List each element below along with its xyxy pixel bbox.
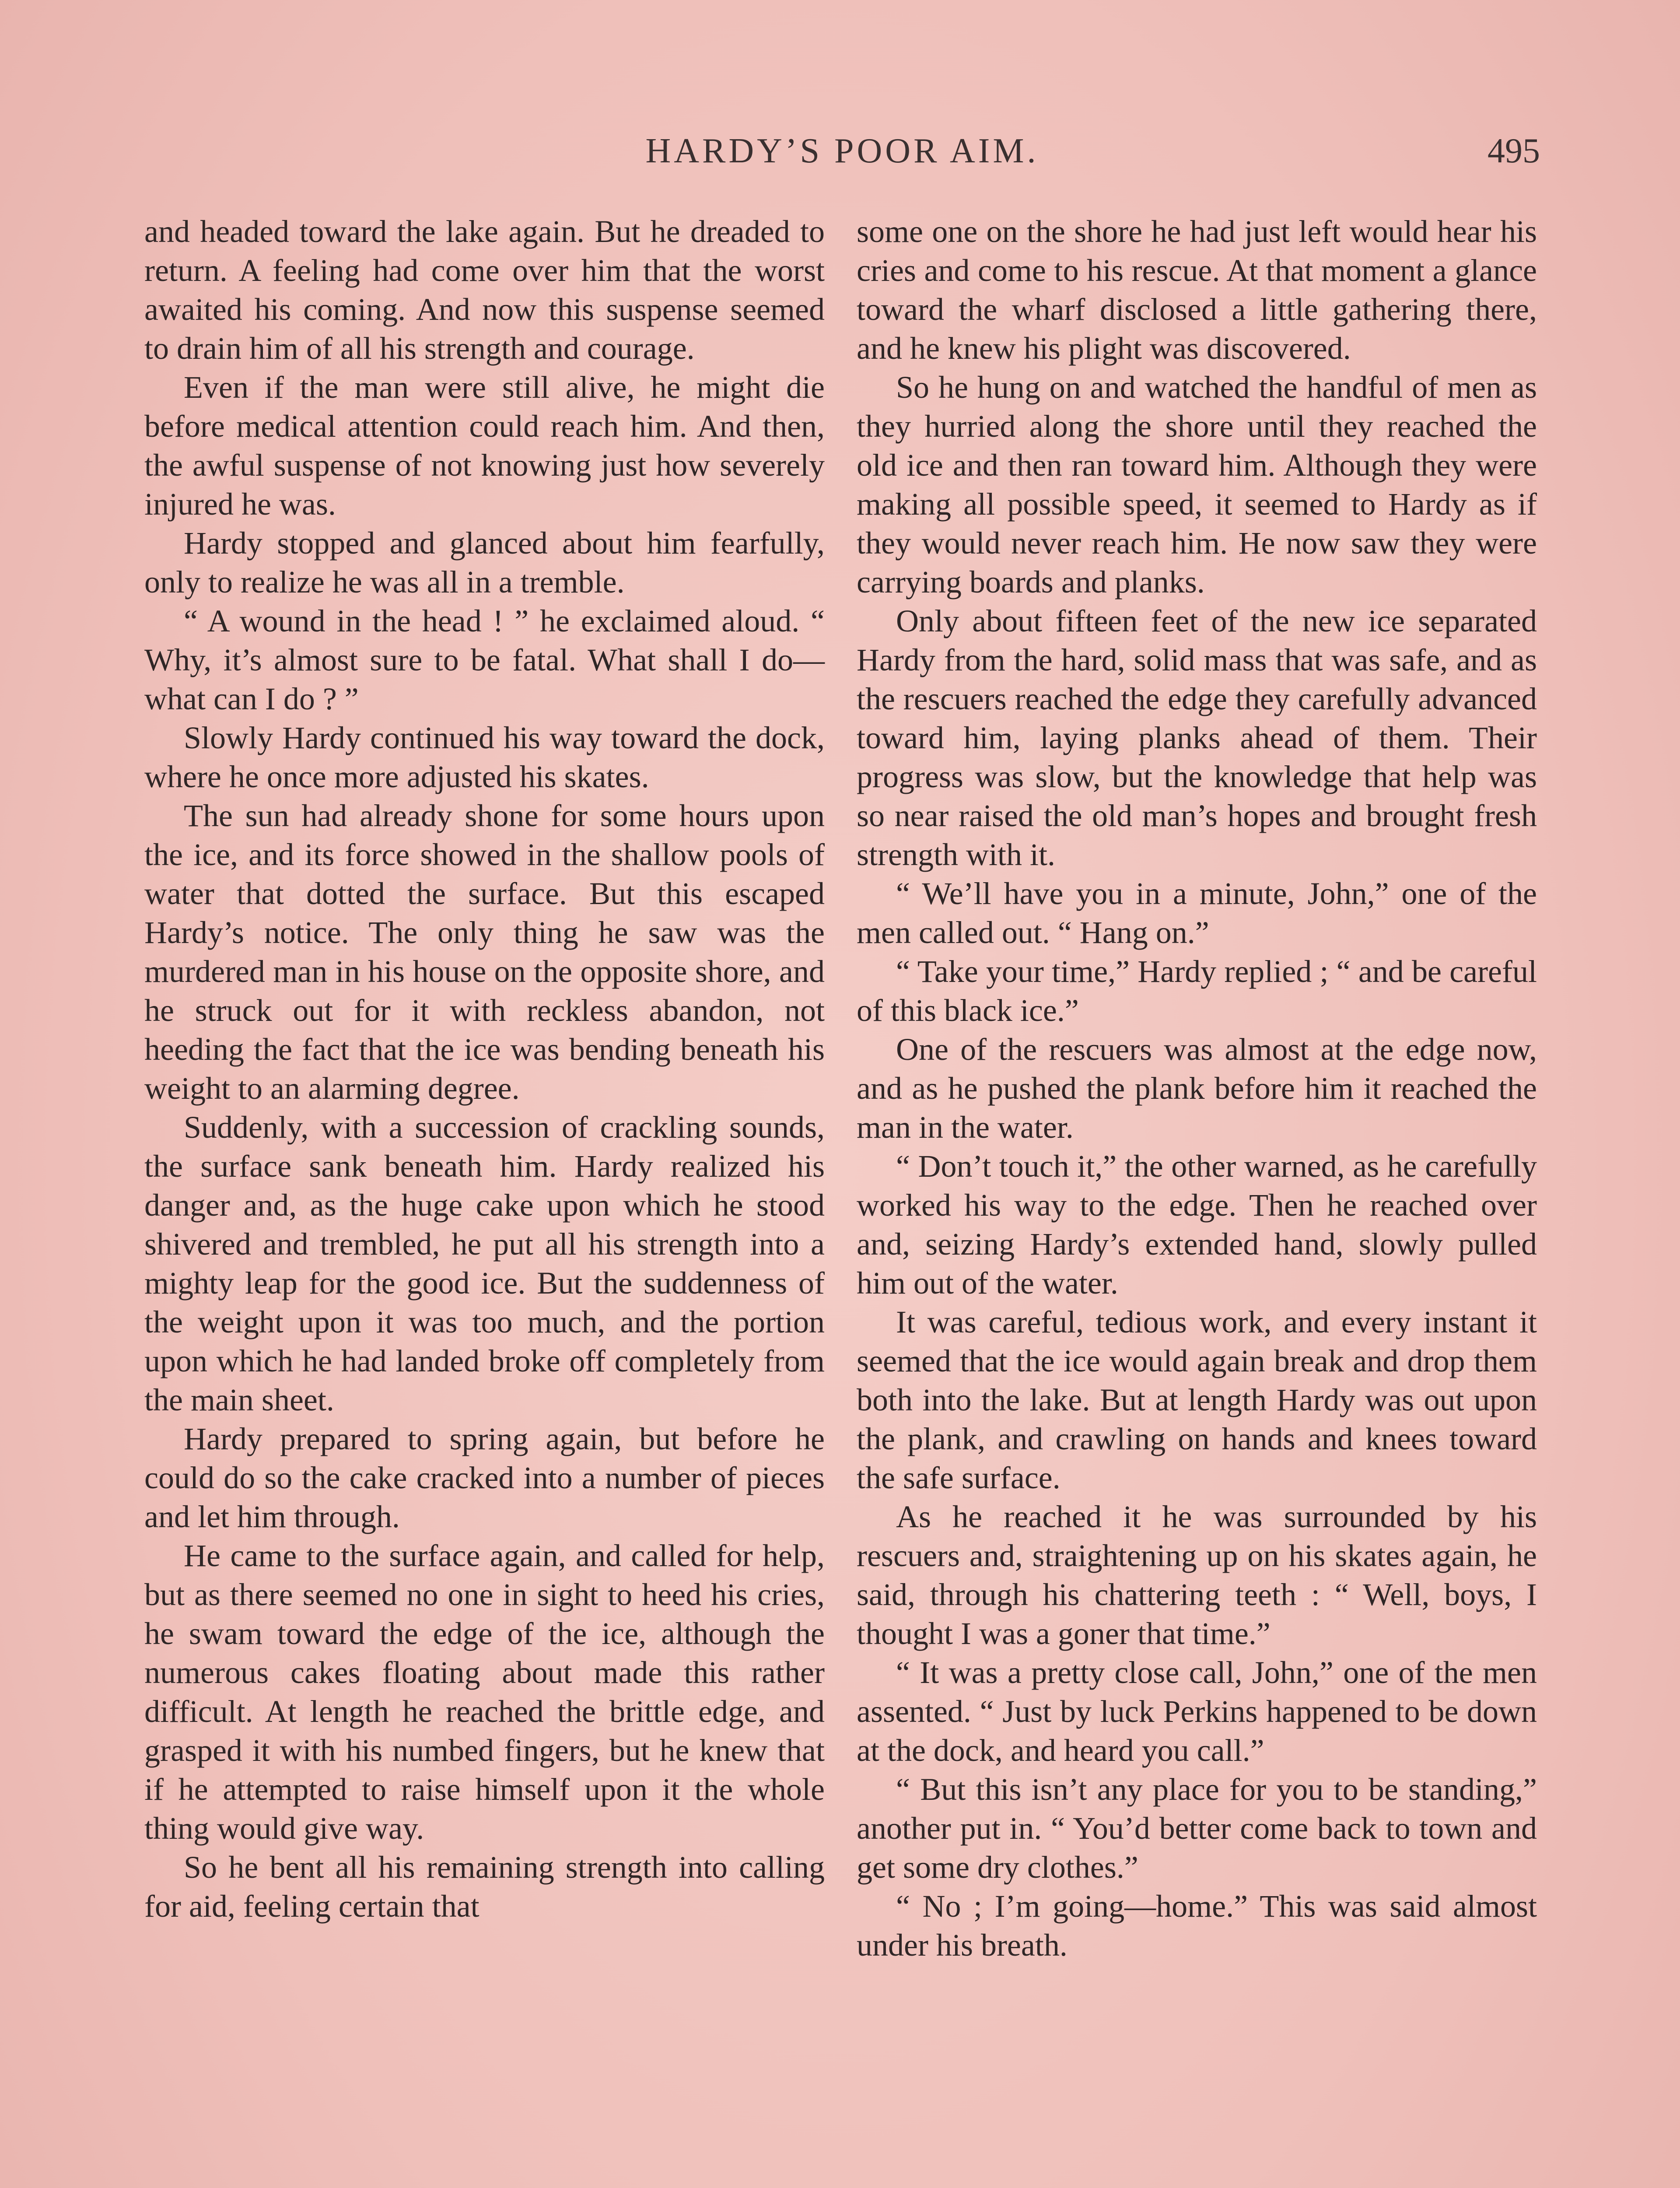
paragraph: “ No ; I’m going—home.” This was said almost under his breath. xyxy=(857,1889,1537,1963)
paragraph: He came to the surface again, and called for help, but as there seemed no one in sight to heed his cries, he swam toward the edge of the ice, although the numerous cakes floating about made this rather difficult. At length he reached the brittle edge, and grasped it with his numbed fingers, but he knew that if he attempted to raise himself upon it the whole thing would give way. xyxy=(144,1538,825,1846)
paragraph: As he reached it he was surrounded by his rescuers and, straightening up on his skates again, he said, through his chattering teeth : “ Well, boys, I thought I was a goner that time.” xyxy=(857,1499,1537,1651)
paragraph: Suddenly, with a succession of crackling sounds, the surface sank beneath him. Hardy realized his danger and, as the huge cake upon which he stood shivered and trembled, he put all his strength into a mighty leap for the good ice. But the suddenness of the weight upon it was too much, and the portion upon which he had landed broke off completely from the main sheet. xyxy=(144,1110,825,1417)
paragraph: some one on the shore he had just left would hear his cries and come to his rescue. At that moment a glance toward the wharf disclosed a little gathering there, and he knew his plight was discovered. xyxy=(857,214,1537,366)
paragraph: So he hung on and watched the handful of men as they hurried along the shore until they reached the old ice and then ran toward him. Although they were making all possible speed, it seemed to Hardy as if they would never reach him. He now saw they were carrying boards and planks. xyxy=(857,370,1537,600)
right-column xyxy=(857,212,1537,1965)
paragraph: “ We’ll have you in a minute, John,” one of the men called out. “ Hang on.” xyxy=(857,876,1537,950)
paragraph: Slowly Hardy continued his way toward the dock, where he once more adjusted his skates. xyxy=(144,720,825,794)
running-header xyxy=(144,131,1540,179)
paragraph: “ But this isn’t any place for you to be standing,” another put in. “ You’d better come back to town and get some dry clothes.” xyxy=(857,1772,1537,1885)
paragraph: Only about fifteen feet of the new ice separated Hardy from the hard, solid mass that was safe, and as the rescuers reached the edge they carefully advanced toward him, laying planks ahead of them. Their progress was slow, but the knowledge that help was so near raised the old man’s hopes and brought fresh strength with it. xyxy=(857,603,1537,872)
paragraph: Hardy prepared to spring again, but before he could do so the cake cracked into a number of pieces and let him through. xyxy=(144,1421,825,1534)
paragraph: The sun had already shone for some hours upon the ice, and its force showed in the shallow pools of water that dotted the surface. But this escaped Hardy’s notice. The only thing he saw was the murdered man in his house on the opposite shore, and he struck out for it with reckless abandon, not heeding the fact that the ice was bending beneath his weight to an alarming degree. xyxy=(144,798,825,1106)
paragraph: “ Don’t touch it,” the other warned, as he carefully worked his way to the edge. Then he reached over and, seizing Hardy’s extended hand, slowly pulled him out of the water. xyxy=(857,1149,1537,1301)
paragraph: It was careful, tedious work, and every instant it seemed that the ice would again break and drop them both into the lake. But at length Hardy was out upon the plank, and crawling on hands and knees toward the safe surface. xyxy=(857,1304,1537,1495)
paragraph: and headed toward the lake again. But he dreaded to return. A feeling had come over him that the worst awaited his coming. And now this suspense seemed to drain him of all his strength and courage. xyxy=(144,214,825,366)
running-title: HARDY’S POOR AIM. xyxy=(645,132,1039,170)
paragraph: Hardy stopped and glanced about him fearfully, only to realize he was all in a tremble. xyxy=(144,526,825,600)
paragraph: Even if the man were still alive, he might die before medical attention could reach him. And then, the awful suspense of not knowing just how severely injured he was. xyxy=(144,370,825,522)
left-column xyxy=(144,212,825,1926)
paragraph: “ It was a pretty close call, John,” one of the men assented. “ Just by luck Perkins happened to be down at the dock, and heard you call.” xyxy=(857,1655,1537,1768)
paragraph: One of the rescuers was almost at the edge now, and as he pushed the plank before him it reached the man in the water. xyxy=(857,1032,1537,1145)
paragraph: “ A wound in the head ! ” he exclaimed aloud. “ Why, it’s almost sure to be fatal. What shall I do—what can I do ? ” xyxy=(144,603,825,716)
paragraph: “ Take your time,” Hardy replied ; “ and be careful of this black ice.” xyxy=(857,954,1537,1028)
page-number: 495 xyxy=(1488,132,1540,170)
paragraph: So he bent all his remaining strength into calling for aid, feeling certain that xyxy=(144,1850,825,1924)
